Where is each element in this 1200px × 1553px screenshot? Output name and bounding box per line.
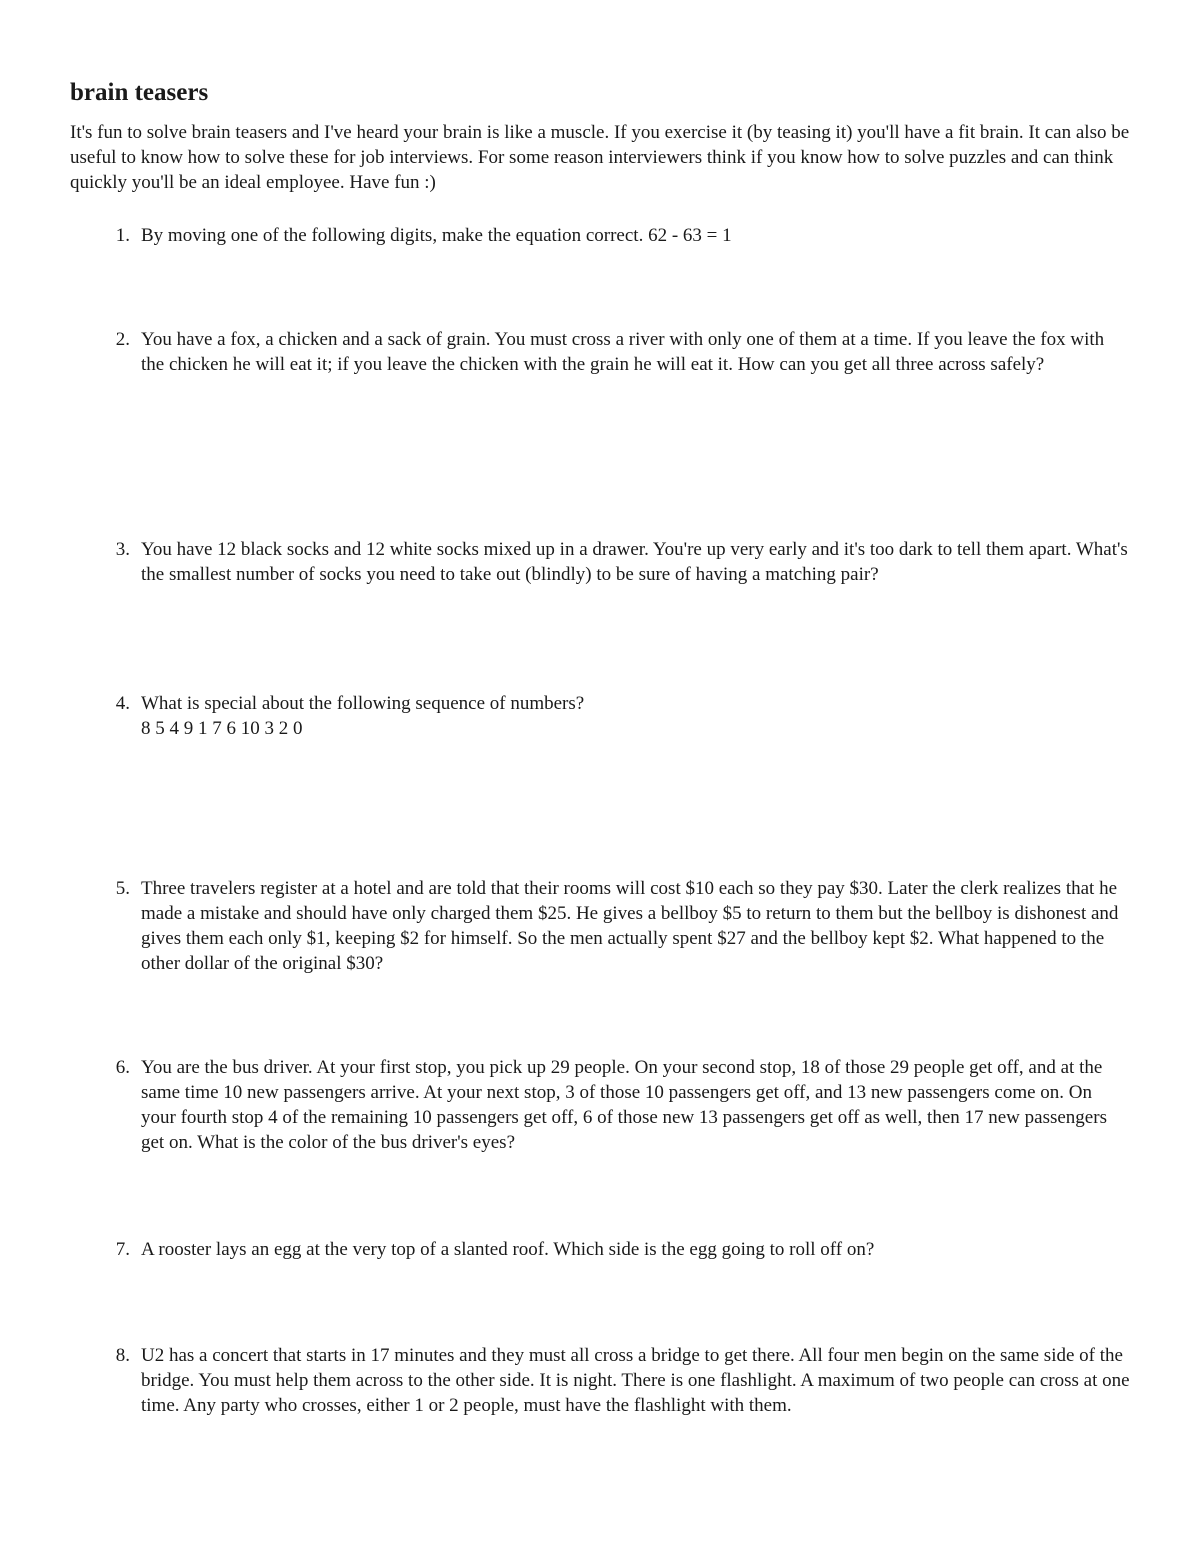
document-title: brain teasers <box>70 79 209 106</box>
question-text: You have 12 black socks and 12 white socks mixed up in a drawer. You're up very early and it's too dark to tell them apart. What's the smallest number of socks you need to take out (blindly) to be sure of having a matching pair? <box>141 539 1128 585</box>
number-sequence: 8 5 4 9 1 7 6 10 3 2 0 <box>141 718 303 739</box>
question-number: 6. <box>115 1057 130 1078</box>
question-number: 3. <box>115 539 130 560</box>
question-number: 8. <box>115 1345 130 1366</box>
question-number: 2. <box>115 329 130 350</box>
question-number: 7. <box>115 1239 130 1260</box>
question-number: 4. <box>115 693 130 714</box>
intro-paragraph: It's fun to solve brain teasers and I've heard your brain is like a muscle. If you exercise it (by teasing it) you'll have a fit brain. It can also be useful to know how to solve these for job interviews. For some reason interviewers think if you know how to solve puzzles and can think quickly you'll be an ideal employee. Have fun :) <box>70 122 1130 193</box>
question-number: 5. <box>115 878 130 899</box>
question-number: 1. <box>115 225 130 246</box>
question-text: What is special about the following sequence of numbers? <box>141 693 585 714</box>
question-text: U2 has a concert that starts in 17 minutes and they must all cross a bridge to get there. All four men begin on the same side of the bridge. You must help them across to the other side. It is night. There is one flashlight. A maximum of two people can cross at one time. Any party who crosses, either 1 or 2 people, must have the flashlight with them. <box>141 1345 1130 1416</box>
question-text: You are the bus driver. At your first stop, you pick up 29 people. On your second stop, 18 of those 29 people get off, and at the same time 10 new passengers arrive. At your next stop, 3 of those 10 passengers get off, and 13 new passengers come on. On your fourth stop 4 of the remaining 10 passengers get off, 6 of those new 13 passengers get off as well, then 17 new passengers get on. What is the color of the bus driver's eyes? <box>141 1057 1107 1153</box>
question-text: By moving one of the following digits, make the equation correct. 62 - 63 = 1 <box>141 225 732 246</box>
question-text: Three travelers register at a hotel and are told that their rooms will cost $10 each so they pay $30. Later the clerk realizes that he made a mistake and should have only charged them $25. He gives a bellboy $5 to return to them but the bellboy is dishonest and gives them each only $1, keeping $2 for himself. So the men actually spent $27 and the bellboy kept $2. What happened to the other dollar of the original $30? <box>141 878 1119 974</box>
question-text: A rooster lays an egg at the very top of a slanted roof. Which side is the egg going to roll off on? <box>141 1239 875 1260</box>
question-text: You have a fox, a chicken and a sack of grain. You must cross a river with only one of them at a time. If you leave the fox with the chicken he will eat it; if you leave the chicken with the grain he will eat it. How can you get all three across safely? <box>141 329 1105 375</box>
question-body <box>141 691 1131 741</box>
